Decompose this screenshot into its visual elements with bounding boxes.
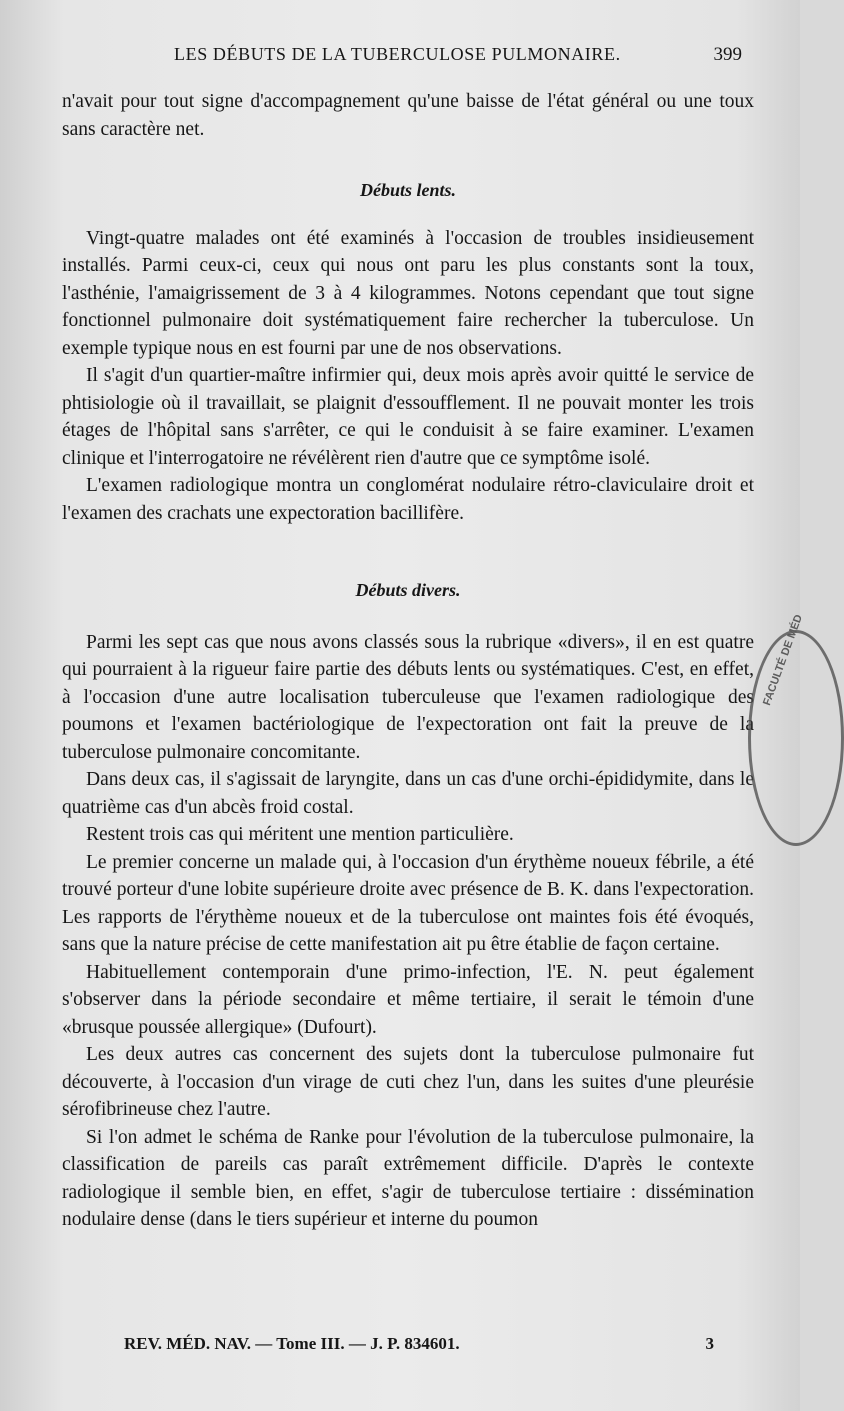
paragraph: Il s'agit d'un quartier-maître infirmier qui, deux mois après avoir quitté le service de phtisiologie où il travaillait, se plaignit d'essoufflement. Il ne pouvait monter les trois étages de l'hôpital sans s'arrêter, ce qui le conduisit à se faire examiner. L'examen clinique et l'interrogatoire ne révélèrent rien d'autre que ce symptôme isolé. bbox=[62, 365, 754, 469]
stamp-text: FACULTÉ DE MÉD bbox=[761, 613, 806, 708]
paragraph: Restent trois cas qui méritent une mention particulière. bbox=[86, 824, 514, 845]
paragraph-intro: n'avait pour tout signe d'accompagnement qu'une baisse de l'état général ou une toux sans caractère net. bbox=[62, 91, 754, 140]
paragraph: Les deux autres cas concernent des sujets dont la tuberculose pulmonaire fut découverte, à l'occasion d'un virage de cuti chez l'un, dans les suites d'une pleurésie sérofibrineuse chez l'autre. bbox=[62, 1044, 754, 1120]
library-stamp bbox=[748, 613, 844, 846]
paragraph: Le premier concerne un malade qui, à l'occasion d'un érythème noueux fébrile, a été trouvé porteur d'une lobite supérieure droite avec présence de B. K. dans l'expectoration. Les rapports de l'érythème noueux et de la tuberculose ont maintes fois été évoqués, sans que la nature précise de cette manifestation ait pu être établie de façon certaine. bbox=[62, 851, 754, 955]
page-header bbox=[62, 44, 742, 74]
signature-mark: 3 bbox=[705, 1334, 714, 1353]
page-number: 399 bbox=[713, 44, 742, 65]
page-footer bbox=[124, 1334, 714, 1360]
page-body bbox=[62, 88, 754, 1234]
footer-reference: REV. MÉD. NAV. — Tome III. — J. P. 834601. bbox=[124, 1334, 460, 1353]
paragraph: Dans deux cas, il s'agissait de laryngite, dans un cas d'une orchi-épididymite, dans le quatrième cas d'un abcès froid costal. bbox=[62, 769, 754, 818]
paragraph: Parmi les sept cas que nous avons classés sous la rubrique «divers», il en est quatre qui pourraient à la rigueur faire partie des débuts lents ou systématiques. C'est, en effet, à l'occasion d'une autre localisation tuberculeuse que l'examen radiologique des poumons et l'examen bactériologique de l'expectoration ont fait la preuve de la tuberculose pulmonaire concomitante. bbox=[62, 631, 754, 763]
paragraph: L'examen radiologique montra un conglomérat nodulaire rétro-claviculaire droit et l'examen des crachats une expectoration bacillifère. bbox=[62, 475, 754, 524]
running-title: LES DÉBUTS DE LA TUBERCULOSE PULMONAIRE. bbox=[174, 44, 621, 64]
paragraph: Si l'on admet le schéma de Ranke pour l'évolution de la tuberculose pulmonaire, la classification de pareils cas paraît extrêmement difficile. D'après le contexte radiologique il semble bien, en effet, s'agir de tuberculose tertiaire : dissémination nodulaire dense (dans le tiers supérieur et interne du poumon bbox=[62, 1126, 754, 1230]
paragraph: Habituellement contemporain d'une primo-infection, l'E. N. peut également s'observer dans la période secondaire et même tertiaire, il serait le témoin d'une «brusque poussée allergique» (Dufourt). bbox=[62, 961, 754, 1038]
section-heading-debuts-lents: Débuts lents. bbox=[359, 180, 456, 200]
section-heading-debuts-divers: Débuts divers. bbox=[355, 580, 461, 600]
paragraph: Vingt-quatre malades ont été examinés à l'occasion de troubles insidieusement installés. Parmi ceux-ci, ceux qui nous ont paru les plus constants sont la toux, l'asthénie, l'amaigrissement de 3 à 4 kilogrammes. Notons cependant que tout signe fonctionnel pulmonaire doit systématiquement faire rechercher la tuberculose. Un exemple typique nous en est fourni par une de nos observations. bbox=[62, 227, 754, 359]
